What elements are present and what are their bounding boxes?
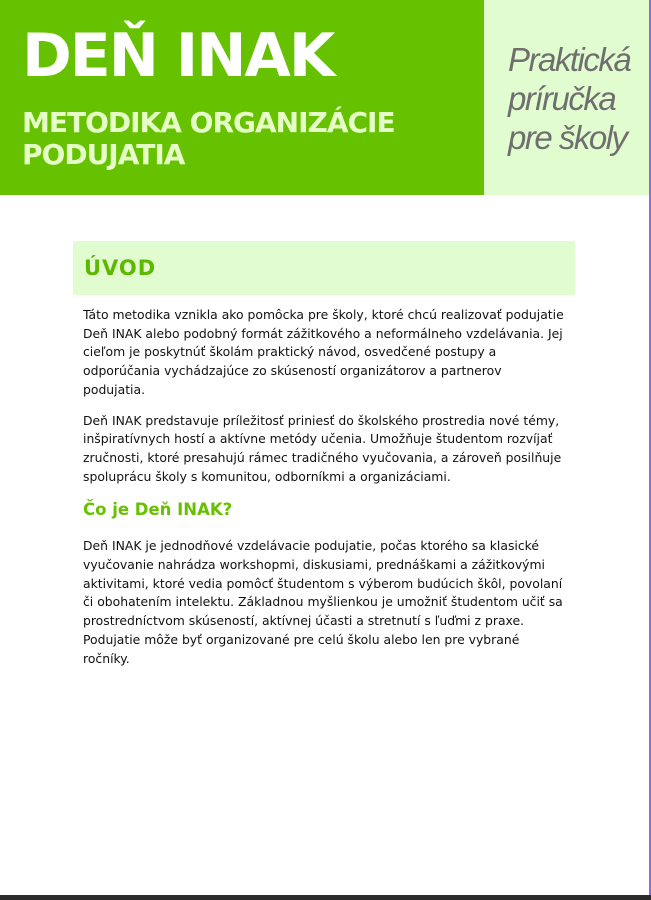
main-content	[73, 241, 575, 668]
section-heading-intro: ÚVOD	[84, 256, 157, 280]
section-heading-box	[73, 241, 575, 295]
header-banner	[0, 0, 484, 195]
what-is-paragraph: Deň INAK je jednodňové vzdelávacie podujatie, počas ktorého sa klasické vyučovanie nahrádza workshopmi, diskusiami, prednáškami a zážitkovými aktivitami, ktoré vedia pomôcť študentom s výberom budúcich škôl, povolaní či obohatením intelektu. Základnou myšlienkou je umožniť študentom učiť sa prostredníctvom skúseností, aktívnej účasti a stretnutí s ľuďmi z praxe. Podujatie môže byť organizované pre celú školu alebo len pre vybrané ročníky.	[83, 538, 563, 666]
sub-heading-what-is: Čo je Deň INAK?	[83, 500, 233, 520]
document-subtitle: METODIKA ORGANIZÁCIE PODUJATIA	[22, 106, 395, 171]
side-tagline: Praktická príručka pre školy	[508, 41, 631, 156]
intro-paragraph-1: Táto metodika vznikla ako pomôcka pre školy, ktoré chcú realizovať podujatie Deň INAK alebo podobný formát zážitkového a neformálneho vzdelávania. Jej cieľom je poskytnúť školám praktický návod, osvedčené postupy a odporúčania vychádzajúce zo skúseností organizátorov a partnerov podujatia.	[83, 307, 564, 397]
document-title: DEŇ INAK	[22, 21, 334, 91]
bottom-scroll-bar	[0, 895, 651, 900]
intro-paragraph-2: Deň INAK predstavuje príležitosť priniesť do školského prostredia nové témy, inšpiratívnych hostí a aktívne metódy učenia. Umožňuje študentom rozvíjať zručnosti, ktoré presahujú rámec tradičného vyučovania, a zároveň posilňuje spoluprácu školy s komunitou, odborníkmi a organizáciami.	[83, 412, 562, 484]
side-panel	[484, 0, 649, 195]
